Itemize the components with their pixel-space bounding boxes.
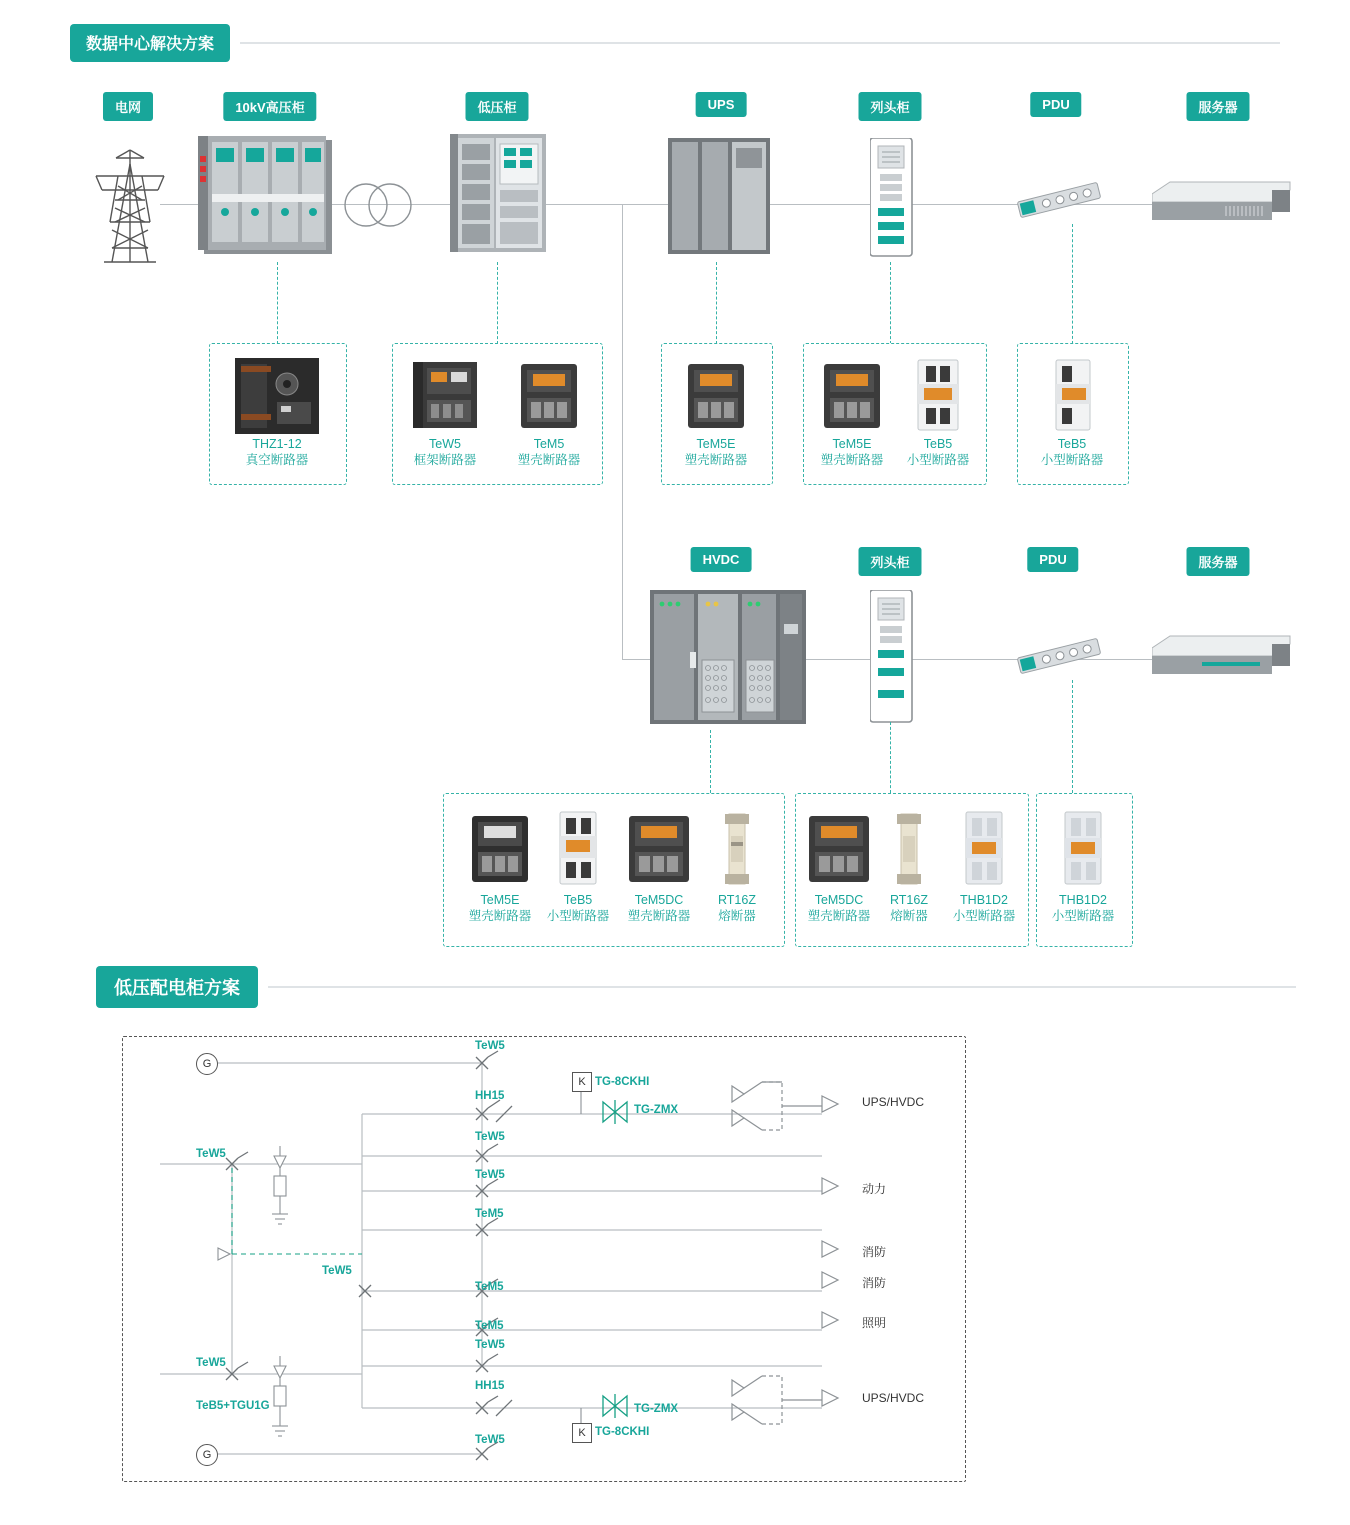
product-tem5dc-hvdc xyxy=(617,806,701,924)
drop-line-rack2 xyxy=(890,722,891,793)
contactor-k-top: K xyxy=(572,1072,592,1092)
product-name: THB1D2 xyxy=(1059,893,1107,907)
device-label-hh15-1: HH15 xyxy=(475,1090,505,1102)
output-label-fire-2: 消防 xyxy=(862,1276,887,1290)
section-header-datacenter xyxy=(70,24,1280,62)
product-name: TeM5DC xyxy=(814,893,864,907)
contactor-k-bottom: K xyxy=(572,1423,592,1443)
device-label-tgzmx-1: TG-ZMX xyxy=(634,1104,679,1116)
device-label-tew5-2: TeW5 xyxy=(475,1131,505,1143)
product-thz1-12 xyxy=(227,356,327,468)
device-label-tew5-5: TeW5 xyxy=(475,1434,505,1446)
device-label-tew5-incomer-top: TeW5 xyxy=(196,1148,226,1160)
product-name: TeM5DC xyxy=(634,893,684,907)
output-label-ups-hvdc-top: UPS/HVDC xyxy=(862,1095,925,1109)
device-label-tew5-4: TeW5 xyxy=(475,1339,505,1351)
node-label-server: 服务器 xyxy=(1186,92,1249,121)
node-label-ups: UPS xyxy=(696,92,747,117)
product-name: TeB5 xyxy=(563,893,593,907)
generator-bottom: G xyxy=(196,1444,218,1466)
product-subtitle: 小型断路器 xyxy=(952,909,1016,923)
product-name: TeM5E xyxy=(480,893,520,907)
section-rule xyxy=(240,42,1280,44)
product-thb1d2-pdu xyxy=(1041,806,1125,924)
product-name: RT16Z xyxy=(718,893,756,907)
output-label-ups-hvdc-bottom: UPS/HVDC xyxy=(862,1391,925,1405)
product-subtitle: 塑壳断路器 xyxy=(468,909,532,923)
product-name: RT16Z xyxy=(890,893,928,907)
device-label-tg8ckhi-1: TG-8CKHI xyxy=(595,1076,650,1088)
product-name: TeM5E xyxy=(696,437,736,451)
equipment-rack-cabinet-row2 xyxy=(870,590,914,730)
product-subtitle: 框架断路器 xyxy=(413,453,477,467)
equipment-lv-switchgear xyxy=(450,134,550,262)
product-subtitle: 熔断器 xyxy=(890,909,928,923)
equipment-ups xyxy=(668,138,774,264)
device-label-tgzmx-2: TG-ZMX xyxy=(634,1403,679,1415)
product-thb1d2-rack xyxy=(942,806,1026,924)
product-teb5-hvdc xyxy=(536,806,620,924)
product-name: TeB5 xyxy=(923,437,953,451)
generator-top: G xyxy=(196,1053,218,1075)
node-label-lv-cabinet: 低压柜 xyxy=(465,92,528,121)
device-label-tg8ckhi-2: TG-8CKHI xyxy=(595,1426,650,1438)
product-rt16z-hvdc xyxy=(695,806,779,924)
device-label-tew5-1: TeW5 xyxy=(475,1040,505,1052)
product-subtitle: 小型断路器 xyxy=(1051,909,1115,923)
product-subtitle: 塑壳断路器 xyxy=(684,453,748,467)
node-label-hvdc: HVDC xyxy=(691,547,752,572)
equipment-server-row1 xyxy=(1152,178,1292,230)
equipment-pdu-strip-row2 xyxy=(1012,632,1106,680)
drop-line-hvdc xyxy=(710,730,711,793)
equipment-server-row2 xyxy=(1152,632,1292,684)
device-label-teb5-tgu1g: TeB5+TGU1G xyxy=(196,1400,270,1412)
branch-line-down-to-hvdc xyxy=(622,204,623,659)
section-header-lowvolt xyxy=(96,966,1296,1008)
product-name: THZ1-12 xyxy=(252,437,302,451)
product-subtitle: 塑壳断路器 xyxy=(820,453,884,467)
device-label-hh15-2: HH15 xyxy=(475,1380,505,1392)
product-name: THB1D2 xyxy=(960,893,1008,907)
product-name: TeM5E xyxy=(832,437,872,451)
node-label-pdu: PDU xyxy=(1030,92,1081,117)
product-subtitle: 小型断路器 xyxy=(906,453,970,467)
section-title-datacenter: 数据中心解决方案 xyxy=(70,24,230,62)
equipment-transmission-tower xyxy=(82,130,178,270)
node-label-server-row2: 服务器 xyxy=(1186,547,1249,576)
drop-line-pdu1 xyxy=(1072,224,1073,344)
node-label-hv-cabinet: 10kV高压柜 xyxy=(223,92,316,121)
schematic-drawing xyxy=(122,1036,964,1480)
product-subtitle: 塑壳断路器 xyxy=(807,909,871,923)
equipment-hv-switchgear xyxy=(198,136,340,262)
device-label-tew5-incomer-bottom: TeW5 xyxy=(196,1357,226,1369)
product-subtitle: 小型断路器 xyxy=(1040,453,1104,467)
output-label-lighting: 照明 xyxy=(862,1316,887,1330)
product-name: TeB5 xyxy=(1057,437,1087,451)
device-label-tem5-1: TeM5 xyxy=(475,1208,504,1220)
product-name: TeM5 xyxy=(533,437,565,451)
product-teb5-pdu xyxy=(1030,356,1114,468)
drop-line-rack1 xyxy=(890,262,891,344)
node-label-rack-cabinet-row2: 列头柜 xyxy=(858,547,921,576)
product-subtitle: 真空断路器 xyxy=(245,453,309,467)
product-subtitle: 熔断器 xyxy=(718,909,756,923)
node-label-pdu-row2: PDU xyxy=(1027,547,1078,572)
drop-line-pdu2 xyxy=(1072,680,1073,793)
equipment-rack-cabinet-row1 xyxy=(870,138,914,264)
product-tem5e-rack xyxy=(810,356,894,468)
product-rt16z-rack xyxy=(867,806,951,924)
product-subtitle: 小型断路器 xyxy=(546,909,610,923)
product-name: TeW5 xyxy=(429,437,461,451)
product-tem5 xyxy=(507,356,591,468)
product-teb5-rack xyxy=(896,356,980,468)
device-label-tew5-tie: TeW5 xyxy=(322,1265,352,1277)
product-tem5e-ups xyxy=(674,356,758,468)
product-tew5 xyxy=(403,356,487,468)
equipment-hvdc xyxy=(650,590,810,730)
drop-line-hv xyxy=(277,262,278,344)
output-label-power: 动力 xyxy=(862,1182,887,1196)
output-label-fire-1: 消防 xyxy=(862,1245,887,1259)
device-label-tem5-3: TeM5 xyxy=(475,1320,504,1332)
product-subtitle: 塑壳断路器 xyxy=(627,909,691,923)
equipment-pdu-strip-row1 xyxy=(1012,176,1106,224)
section-title-lowvolt: 低压配电柜方案 xyxy=(96,966,258,1008)
node-label-rack-pdu-cabinet: 列头柜 xyxy=(858,92,921,121)
product-subtitle: 塑壳断路器 xyxy=(517,453,581,467)
drop-line-ups xyxy=(716,262,717,344)
equipment-transformer xyxy=(342,182,414,228)
device-label-tem5-2: TeM5 xyxy=(475,1281,504,1293)
node-label-grid: 电网 xyxy=(103,92,153,121)
drop-line-lv xyxy=(497,262,498,344)
device-label-tew5-3: TeW5 xyxy=(475,1169,505,1181)
product-tem5e-hvdc xyxy=(458,806,542,924)
section-rule-2 xyxy=(268,986,1296,988)
